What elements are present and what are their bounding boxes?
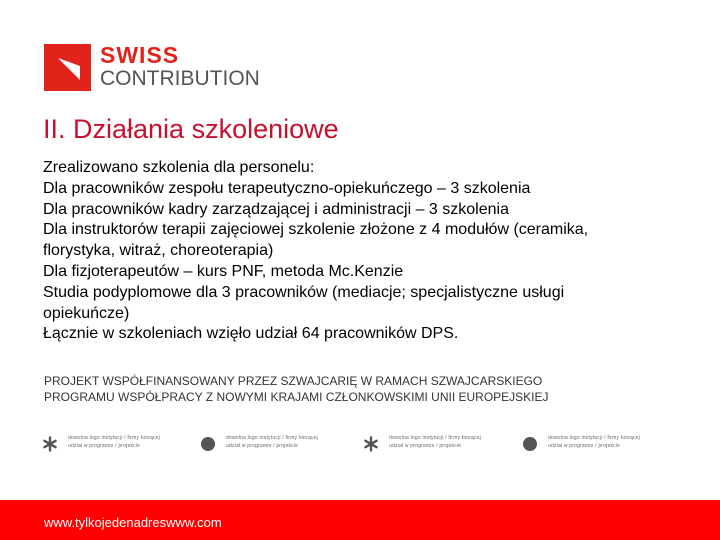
circle-icon — [200, 436, 216, 457]
partner-logos — [0, 430, 720, 460]
content-line: florystyka, witraż, choreoterapia) — [43, 242, 274, 260]
content-line: Dla fizjoterapeutów – kurs PNF, metoda Mc.Kenzie — [43, 262, 404, 280]
cofinancing-note — [44, 373, 664, 405]
partner-text: dowolna logo instytucji / firmy biorącej — [548, 435, 640, 441]
partner-logo — [522, 430, 662, 460]
content-line: Łącznie w szkoleniach wzięło udział 64 pracowników DPS. — [43, 325, 459, 343]
asterisk-icon — [363, 436, 379, 457]
partner-logo — [200, 430, 340, 460]
partner-text: dowolna logo instytucji / firmy biorącej — [68, 435, 160, 441]
partner-text: udział w programie / projekcie — [68, 443, 141, 449]
logo-swiss-text: SWISS — [100, 42, 180, 68]
logo-contribution-text: CONTRIBUTION — [100, 67, 260, 90]
footer-bar — [0, 500, 720, 540]
partner-text: udział w programie / projekcie — [389, 443, 462, 449]
partner-text: udział w programie / projekcie — [548, 443, 621, 449]
swiss-contribution-logo — [44, 44, 274, 92]
content-line: Dla pracowników zespołu terapeutyczno-opiekuńczego – 3 szkolenia — [43, 179, 531, 197]
circle-icon — [522, 436, 538, 457]
partner-text: udział w programie / projekcie — [226, 443, 299, 449]
note-line: PROGRAMU WSPÓŁPRACY Z NOWYMI KRAJAMI CZŁONKOWSKIMI UNII EUROPEJSKIEJ — [44, 390, 549, 404]
content-line: Dla instruktorów terapii zajęciowej szkolenie złożone z 4 modułów (ceramika, — [43, 221, 589, 239]
note-line: PROJEKT WSPÓŁFINANSOWANY PRZEZ SZWAJCARIĘ W RAMACH SZWAJCARSKIEGO — [44, 374, 543, 388]
asterisk-icon — [42, 436, 58, 457]
page-title: II. Działania szkoleniowe — [43, 114, 339, 144]
content-line: Dla pracowników kadry zarządzającej i administracji – 3 szkolenia — [43, 200, 509, 218]
footer-url[interactable]: www.tylkojedenadreswww.com — [44, 515, 222, 530]
content-line: opiekuńcze) — [43, 304, 130, 322]
content-line: Zrealizowano szkolenia dla personelu: — [43, 159, 315, 176]
partner-logo — [42, 430, 182, 460]
partner-logo — [363, 430, 503, 460]
partner-text: dowolna logo instytucji / firmy biorącej — [226, 435, 318, 441]
partner-text: dowolna logo instytucji / firmy biorącej — [389, 435, 481, 441]
content-body — [43, 158, 683, 345]
logo-mark-icon — [44, 44, 91, 91]
content-line: Studia podyplomowe dla 3 pracowników (mediacje; specjalistyczne usługi — [43, 283, 565, 301]
